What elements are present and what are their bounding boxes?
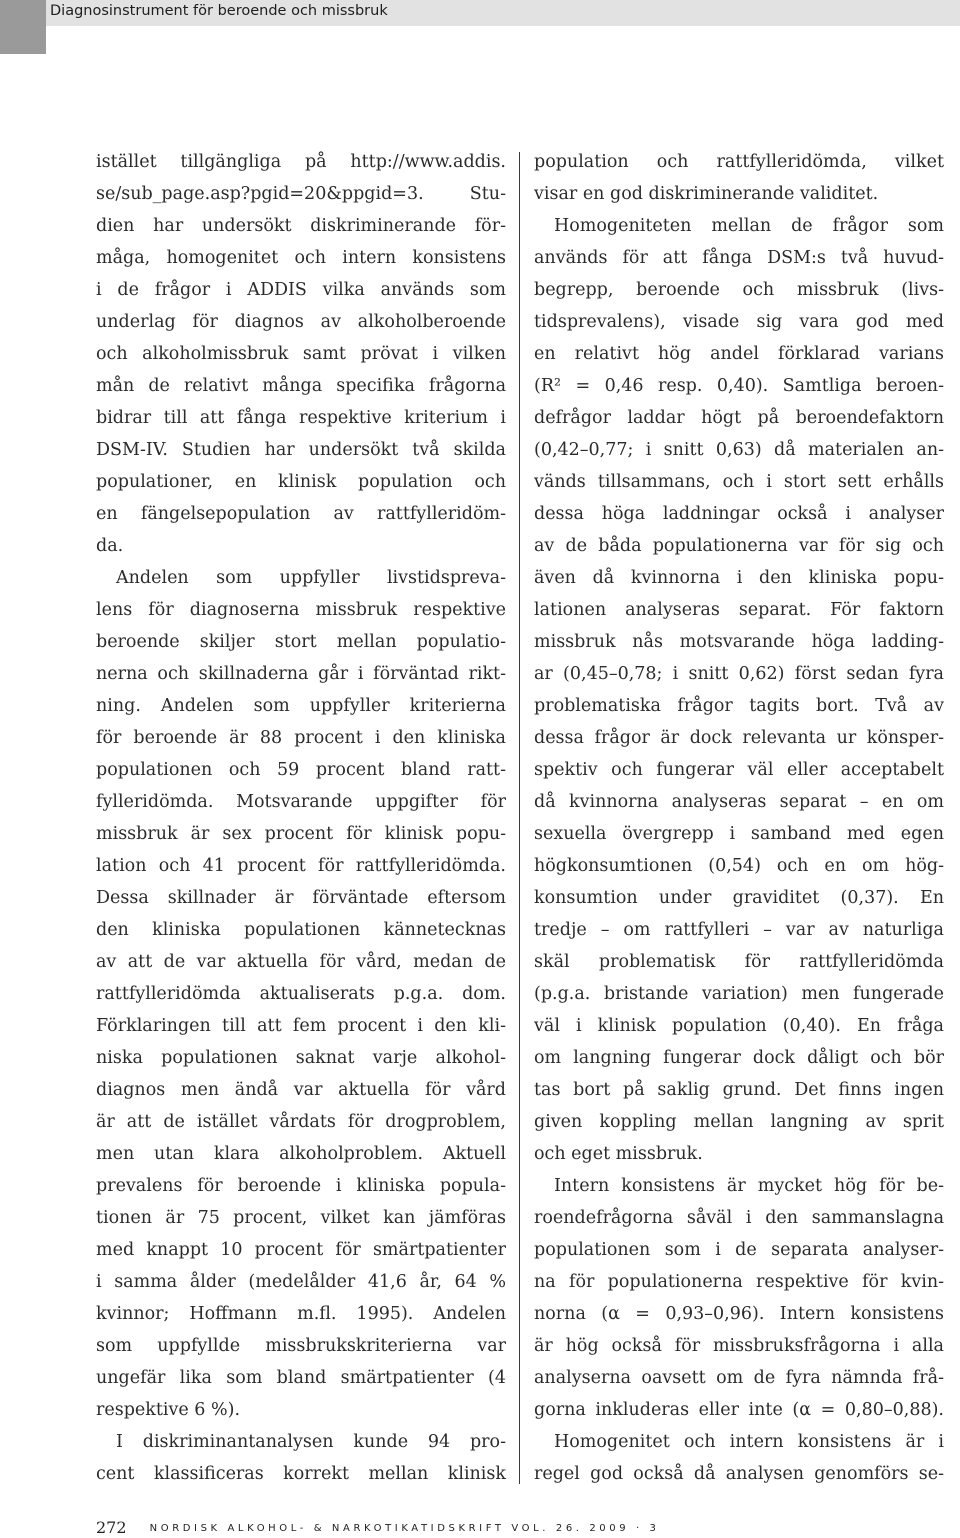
text-line: DSM-IV. Studien har undersökt två skilda (96, 440, 506, 460)
text-line: tas bort på saklig grund. Det finns ingen (534, 1080, 944, 1100)
text-line: begrepp, beroende och missbruk (livs- (534, 280, 944, 300)
text-line: populationen som i de separata analyser- (534, 1240, 944, 1260)
text-line: regel god också då analysen genomförs se- (534, 1464, 944, 1484)
text-line: i de frågor i ADDIS vilka används som (96, 280, 506, 300)
text-line: respektive 6 %). (96, 1400, 241, 1420)
text-line: missbruk nås motsvarande höga ladding- (534, 632, 944, 652)
text-line: sexuella övergrepp i samband med egen (534, 824, 944, 844)
text-line: problematiska frågor tagits bort. Två av (534, 696, 944, 716)
text-line: ning. Andelen som uppfyller kriterierna (96, 696, 506, 716)
text-line: måga, homogenitet och intern konsistens (96, 248, 506, 268)
text-line: norna (α = 0,93–0,96). Intern konsistens (534, 1304, 944, 1324)
text-line: Homogenitet och intern konsistens är i (554, 1432, 944, 1452)
text-line: av att de var aktuella för vård, medan de (96, 952, 506, 972)
journal-name: NORDISK ALKOHOL- & NARKOTIKATIDSKRIFT VOL. 26. 2009 · 3 (149, 1523, 660, 1534)
text-column-right (534, 146, 944, 1490)
text-line: spektiv och fungerar väl eller acceptabelt (534, 760, 944, 780)
text-line: beroende skiljer stort mellan populatio- (96, 632, 506, 652)
text-line: en fängelsepopulation av rattfylleridöm- (96, 504, 506, 524)
text-line: tidsprevalens), visade sig vara god med (534, 312, 944, 332)
text-line: analyserna oavsett om de fyra nämnda frå- (534, 1368, 944, 1388)
text-line: och eget missbruk. (534, 1144, 703, 1164)
text-line: ar (0,45–0,78; i snitt 0,62) först sedan fyra (534, 664, 944, 684)
running-header-title: Diagnosinstrument för beroende och missbruk (50, 3, 388, 19)
text-line: bidrar till att fånga respektive kriterium i (96, 408, 506, 428)
text-line: dessa höga laddningar också i analyser (534, 504, 944, 524)
page-footer (96, 1518, 660, 1538)
text-line: population och rattfylleridömda, vilket (534, 152, 944, 172)
text-line: Dessa skillnader är förväntade eftersom (96, 888, 506, 908)
text-line: tionen är 75 procent, vilket kan jämföras (96, 1208, 506, 1228)
text-line: används för att fånga DSM:s två huvud- (534, 248, 944, 268)
text-line: defrågor laddar högt på beroendefaktorn (534, 408, 944, 428)
text-line: Andelen som uppfyller livstidspreva- (116, 568, 506, 588)
text-line: lationen analyseras separat. För faktorn (534, 600, 944, 620)
column-divider (519, 152, 520, 1484)
text-line: underlag för diagnos av alkoholberoende (96, 312, 506, 332)
text-line: väl i klinisk population (0,40). En fråga (534, 1016, 944, 1036)
text-line: given koppling mellan langning av sprit (534, 1112, 944, 1132)
text-line: då kvinnorna analyseras separat – en om (534, 792, 944, 812)
text-line: istället tillgängliga på http://www.addis. (96, 152, 506, 172)
text-line: lation och 41 procent för rattfylleridömda. (96, 856, 506, 876)
text-line: vänds tillsammans, och i stort sett erhålls (534, 472, 944, 492)
text-line: (R² = 0,46 resp. 0,40). Samtliga beroen- (534, 376, 944, 396)
text-line: med knappt 10 procent för smärtpatienter (96, 1240, 506, 1260)
text-line: da. (96, 536, 124, 556)
text-line: är att de istället vårdats för drogproblem, (96, 1112, 506, 1132)
text-line: mån de relativt många specifika frågorna (96, 376, 506, 396)
text-line: även då kvinnorna i den kliniska popu- (534, 568, 944, 588)
text-line: skäl problematisk för rattfylleridömda (534, 952, 944, 972)
text-line: I diskriminantanalysen kunde 94 pro- (116, 1432, 506, 1452)
header-color-block (0, 0, 46, 54)
text-line: visar en god diskriminerande validitet. (534, 184, 879, 204)
text-line: lens för diagnoserna missbruk respektive (96, 600, 506, 620)
text-line: niska populationen saknat varje alkohol- (96, 1048, 506, 1068)
text-line: om langning fungerar dock dåligt och bör (534, 1048, 944, 1068)
text-line: en relativt hög andel förklarad varians (534, 344, 944, 364)
text-line: högkonsumtionen (0,54) och en om hög- (534, 856, 944, 876)
text-line: fylleridömda. Motsvarande uppgifter för (96, 792, 506, 812)
text-line: populationer, en klinisk population och (96, 472, 506, 492)
text-line: roendefrågorna såväl i den sammanslagna (534, 1208, 944, 1228)
text-line: i samma ålder (medelålder 41,6 år, 64 % (96, 1272, 506, 1292)
text-line: se/sub_page.asp?pgid=20&ppgid=3. Stu- (96, 184, 506, 204)
text-line: dien har undersökt diskriminerande för- (96, 216, 506, 236)
text-line: är hög också för missbruksfrågorna i alla (534, 1336, 944, 1356)
text-line: populationen och 59 procent bland ratt- (96, 760, 506, 780)
text-line: den kliniska populationen kännetecknas (96, 920, 506, 940)
text-line: men utan klara alkoholproblem. Aktuell (96, 1144, 506, 1164)
text-line: nerna och skillnaderna går i förväntad rikt- (96, 664, 506, 684)
text-line: Homogeniteten mellan de frågor som (554, 216, 944, 236)
text-line: ungefär lika som bland smärtpatienter (4 (96, 1368, 506, 1388)
text-column-left (96, 146, 506, 1490)
text-line: dessa frågor är dock relevanta ur könsper- (534, 728, 944, 748)
text-line: Förklaringen till att fem procent i den kli- (96, 1016, 506, 1036)
text-line: av de båda populationerna var för sig och (534, 536, 944, 556)
text-line: cent klassificeras korrekt mellan klinisk (96, 1464, 506, 1484)
text-line: konsumtion under graviditet (0,37). En (534, 888, 944, 908)
text-line: rattfylleridömda aktualiserats p.g.a. dom. (96, 984, 506, 1004)
text-line: na för populationerna respektive för kvin- (534, 1272, 944, 1292)
text-line: och alkoholmissbruk samt prövat i vilken (96, 344, 506, 364)
text-line: (0,42–0,77; i snitt 0,63) då materialen an- (534, 440, 944, 460)
text-line: kvinnor; Hoffmann m.fl. 1995). Andelen (96, 1304, 506, 1324)
page-number: 272 (96, 1518, 127, 1537)
text-line: missbruk är sex procent för klinisk popu- (96, 824, 506, 844)
text-line: som uppfyllde missbrukskriterierna var (96, 1336, 506, 1356)
text-line: (p.g.a. bristande variation) men fungerade (534, 984, 944, 1004)
text-line: för beroende är 88 procent i den kliniska (96, 728, 506, 748)
text-line: gorna inkluderas eller inte (α = 0,80–0,88). (534, 1400, 944, 1420)
text-line: Intern konsistens är mycket hög för be- (554, 1176, 944, 1196)
text-line: tredje – om rattfylleri – var av naturliga (534, 920, 944, 940)
text-line: prevalens för beroende i kliniska popula- (96, 1176, 506, 1196)
text-line: diagnos men ändå var aktuella för vård (96, 1080, 506, 1100)
